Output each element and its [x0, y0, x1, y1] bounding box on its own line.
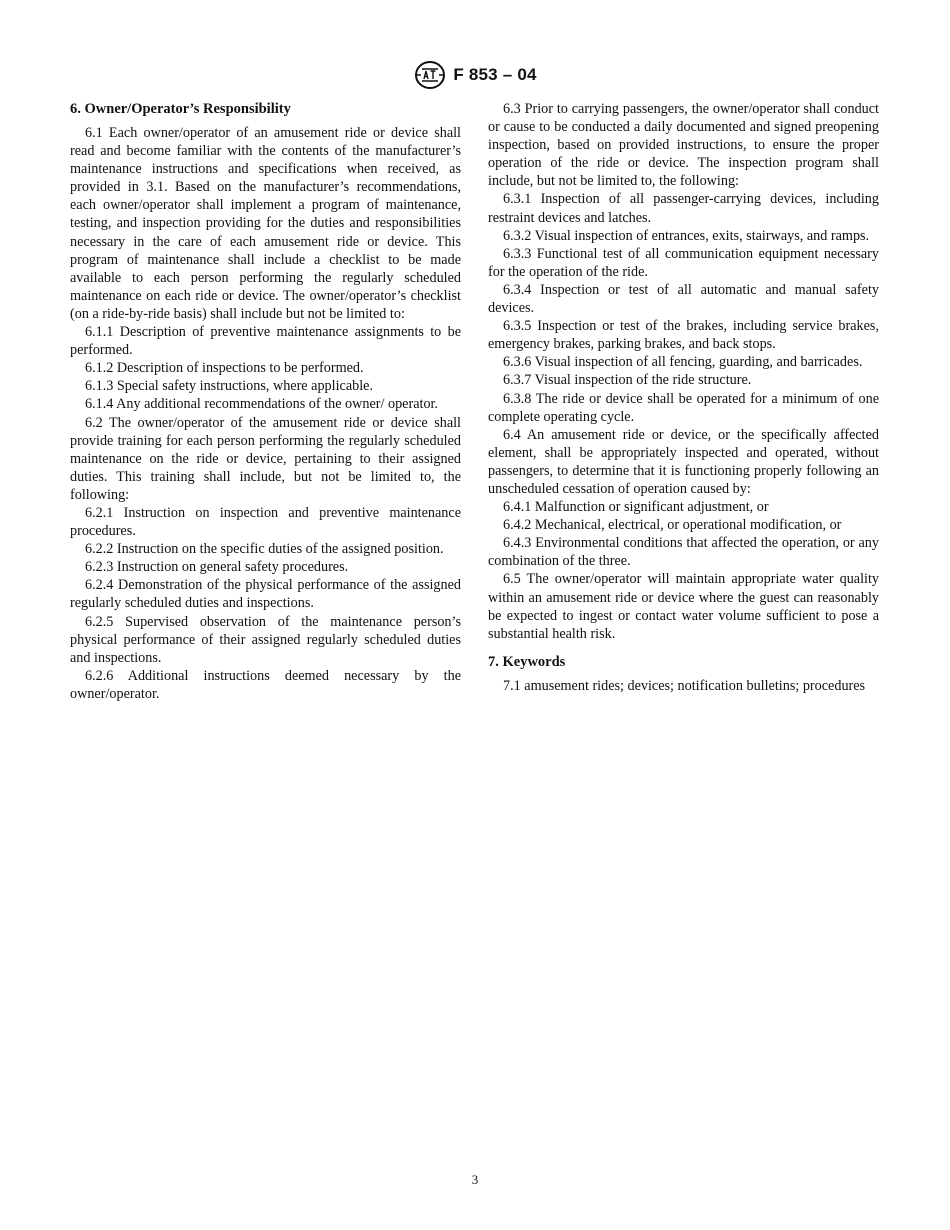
paragraph-6-2-4: 6.2.4 Demonstration of the physical performance of the assigned regularly scheduled duties and inspections.	[70, 577, 461, 612]
astm-logo-icon	[413, 60, 447, 90]
paragraph-6-3-8: 6.3.8 The ride or device shall be operated for a minimum of one complete operating cycle.	[488, 390, 879, 425]
paragraph-6-2: 6.2 The owner/operator of the amusement ride or device shall provide training for each person performing the regularly scheduled maintenance on the ride or device, pertaining to their assigned duties. This training shall include, but not be limited to, the following:	[70, 414, 461, 503]
paragraph-6-3-6: 6.3.6 Visual inspection of all fencing, guarding, and barricades.	[503, 354, 863, 371]
paragraph-6-3-5: 6.3.5 Inspection or test of the brakes, including service brakes, emergency brakes, parking brakes, and back stops.	[488, 318, 879, 353]
paragraph-6-2-3: 6.2.3 Instruction on general safety procedures.	[85, 559, 349, 576]
paragraph-6-3-3: 6.3.3 Functional test of all communication equipment necessary for the operation of the ride.	[488, 245, 879, 280]
section-7-heading: 7. Keywords	[488, 653, 566, 670]
paragraph-6-1: 6.1 Each owner/operator of an amusement ride or device shall read and become familiar with the contents of the manufacturer’s maintenance instructions and specifications when received, as provided in 3.1. Based on the manufacturer’s recommendations, each owner/operator shall implement a program of maintenance, testing, and inspection providing for the duties and responsibilities necessary in the care of each amusement ride or device. This program of maintenance shall include a checklist to be made available to each person performing the regularly scheduled maintenance on each ride or device. The owner/operator’s checklist (on a ride-by-ride basis) shall include but not be limited to:	[70, 125, 461, 322]
paragraph-7-1: 7.1 amusement rides; devices; notification bulletins; procedures	[503, 677, 866, 694]
paragraph-6-1-1: 6.1.1 Description of preventive maintenance assignments to be performed.	[70, 324, 461, 359]
paragraph-6-3: 6.3 Prior to carrying passengers, the owner/operator shall conduct or cause to be conducted a daily documented and signed preopening inspection, based on provided instructions, to ensure the proper operation of the ride or device. The inspection program shall include, but not be limited to, the following:	[488, 101, 879, 190]
paragraph-6-3-2: 6.3.2 Visual inspection of entrances, exits, stairways, and ramps.	[503, 227, 870, 244]
paragraph-6-3-1: 6.3.1 Inspection of all passenger-carrying devices, including restraint devices and latches.	[488, 191, 879, 226]
left-column	[70, 100, 461, 703]
paragraph-6-2-5: 6.2.5 Supervised observation of the maintenance person’s physical performance of their assigned regularly scheduled duties and inspections.	[70, 613, 461, 666]
page-header	[0, 62, 950, 88]
paragraph-6-2-1: 6.2.1 Instruction on inspection and preventive maintenance procedures.	[70, 504, 461, 540]
paragraph-6-4-2: 6.4.2 Mechanical, electrical, or operational modification, or	[503, 517, 842, 534]
paragraph-6-5: 6.5 The owner/operator will maintain appropriate water quality within an amusement ride or device where the guest can reasonably be expected to ingest or contact water volume sufficient to pose a substantial health risk.	[488, 571, 879, 642]
standard-designation: F 853 – 04	[453, 65, 537, 84]
paragraph-6-1-4: 6.1.4 Any additional recommendations of the owner/ operator.	[85, 396, 439, 413]
paragraph-6-3-4: 6.3.4 Inspection or test of all automatic and manual safety devices.	[488, 281, 879, 317]
paragraph-6-1-3: 6.1.3 Special safety instructions, where applicable.	[85, 378, 373, 395]
paragraph-6-3-7: 6.3.7 Visual inspection of the ride structure.	[503, 372, 752, 389]
right-column	[488, 100, 879, 695]
paragraph-6-2-2: 6.2.2 Instruction on the specific duties of the assigned position.	[85, 541, 444, 558]
paragraph-6-1-2: 6.1.2 Description of inspections to be performed.	[85, 360, 364, 377]
section-6-heading: 6. Owner/Operator’s Responsibility	[70, 101, 291, 117]
paragraph-6-4: 6.4 An amusement ride or device, or the specifically affected element, shall be appropriately inspected and operated, without passengers, to determine that it is functioning properly following an unscheduled cessation of operation caused by:	[488, 426, 879, 497]
paragraph-6-2-6: 6.2.6 Additional instructions deemed necessary by the owner/operator.	[70, 667, 461, 702]
page-number: 3	[471, 1172, 479, 1187]
paragraph-6-4-3: 6.4.3 Environmental conditions that affected the operation, or any combination of the three.	[488, 535, 879, 570]
paragraph-6-4-1: 6.4.1 Malfunction or significant adjustment, or	[503, 499, 769, 516]
